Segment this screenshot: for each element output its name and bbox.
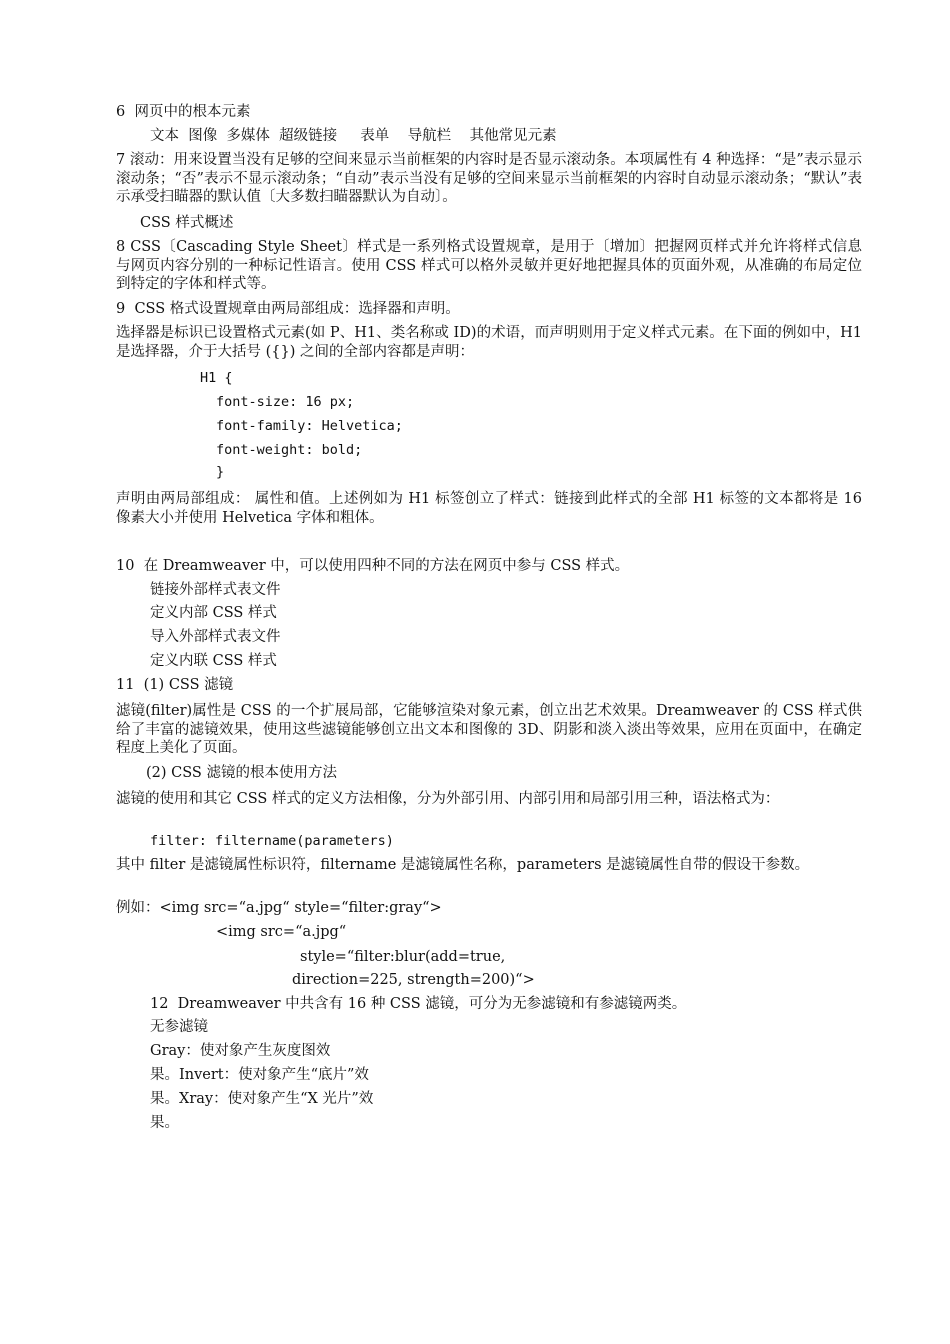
section-10-item: 链接外部样式表文件 <box>150 582 281 598</box>
filter-syntax: filter: filtername(parameters) <box>150 833 394 849</box>
code-line-5: } <box>216 464 225 480</box>
section-10-item: 定义内部 CSS 样式 <box>150 605 277 621</box>
section-6-heading: 6 网页中的根本元素 <box>116 104 251 120</box>
section-12-heading: 12 Dreamweaver 中共含有 16 种 CSS 滤镜，可分为无参滤镜和有参滤镜两类。 <box>150 996 687 1012</box>
filter-description: 其中 filter 是滤镜属性标识符，filtername 是滤镜属性名称，parameters 是滤镜属性自带的假设干参数。 <box>116 857 810 873</box>
css-overview-heading: CSS 样式概述 <box>140 215 234 231</box>
section-11-paragraph: 滤镜(filter)属性是 CSS 的一个扩展局部，它能够渲染对象元素，创立出艺术效果。Dreamweaver 的 CSS 样式供给了丰富的滤镜效果，使用这些滤镜能够创立出文本和图像的 3D、阴影和淡入淡出等效果，应用在页面中，在确定程度上美化了页面。 <box>116 703 862 756</box>
section-11-subheading: (2) CSS 滤镜的根本使用方法 <box>146 765 337 781</box>
declaration-paragraph: 声明由两局部组成： 属性和值。上述例如为 H1 标签创立了样式：链接到此样式的全部 H1 标签的文本都将是 16 像素大小并使用 Helvetica 字体和粗体。 <box>116 491 862 526</box>
section-11-heading: 11 (1) CSS 滤镜 <box>116 677 234 693</box>
filter-description-line: 果。 <box>150 1115 179 1131</box>
code-line-1: H1 { <box>200 370 233 386</box>
example-line-2: <img src=“a.jpg“ <box>216 924 347 940</box>
no-param-filter-heading: 无参滤镜 <box>150 1019 208 1035</box>
section-9-heading: 9 CSS 格式设置规章由两局部组成：选择器和声明。 <box>116 301 460 317</box>
code-line-3: font-family: Helvetica; <box>216 418 403 434</box>
section-9-paragraph: 选择器是标识已设置格式元素(如 P、H1、类名称或 ID)的术语，而声明则用于定义样式元素。在下面的例如中，H1 是选择器，介于大括号 ({}) 之间的全部内容都是声明： <box>116 325 862 360</box>
section-10-item: 导入外部样式表文件 <box>150 629 281 645</box>
filter-description-line: 果。Xray：使对象产生“X 光片”效 <box>150 1091 374 1107</box>
section-7-paragraph: 7 滚动：用来设置当没有足够的空间来显示当前框架的内容时是否显示滚动条。本项属性有 4 种选择：“是”表示显示滚动条；“否”表示不显示滚动条；“自动”表示当没有足够的空间来显示当前框架的内容时自动显示滚动条；“默认”表示承受扫瞄器的默认值〔大多数扫瞄器默认为自动〕。 <box>116 152 862 205</box>
code-line-4: font-weight: bold; <box>216 442 363 458</box>
section-11-2-paragraph: 滤镜的使用和其它 CSS 样式的定义方法相像，分为外部引用、内部引用和局部引用三种，语法格式为： <box>116 791 780 807</box>
example-line-1: 例如：<img src=“a.jpg“ style=“filter:gray“> <box>116 900 442 916</box>
section-8-paragraph: 8 CSS〔Cascading Style Sheet〕样式是一系列格式设置规章，是用于〔增加〕把握网页样式并允许将样式信息与网页内容分别的一种标记性语言。使用 CSS 样式可以格外灵敏并更好地把握具体的页面外观，从准确的布局定位到特定的字体和样式等。 <box>116 239 862 292</box>
section-6-elements: 文本 图像 多媒体 超级链接 表单 导航栏 其他常见元素 <box>150 128 557 144</box>
filter-description-line: 果。Invert：使对象产生“底片”效 <box>150 1067 369 1083</box>
section-10-item: 定义内联 CSS 样式 <box>150 653 277 669</box>
code-line-2: font-size: 16 px; <box>216 394 355 410</box>
example-line-4: direction=225, strength=200)“> <box>292 972 535 988</box>
section-10-heading: 10 在 Dreamweaver 中，可以使用四种不同的方法在网页中参与 CSS 样式。 <box>116 558 630 574</box>
example-line-3: style=“filter:blur(add=true, <box>300 949 506 965</box>
filter-description-line: Gray：使对象产生灰度图效 <box>150 1043 331 1059</box>
